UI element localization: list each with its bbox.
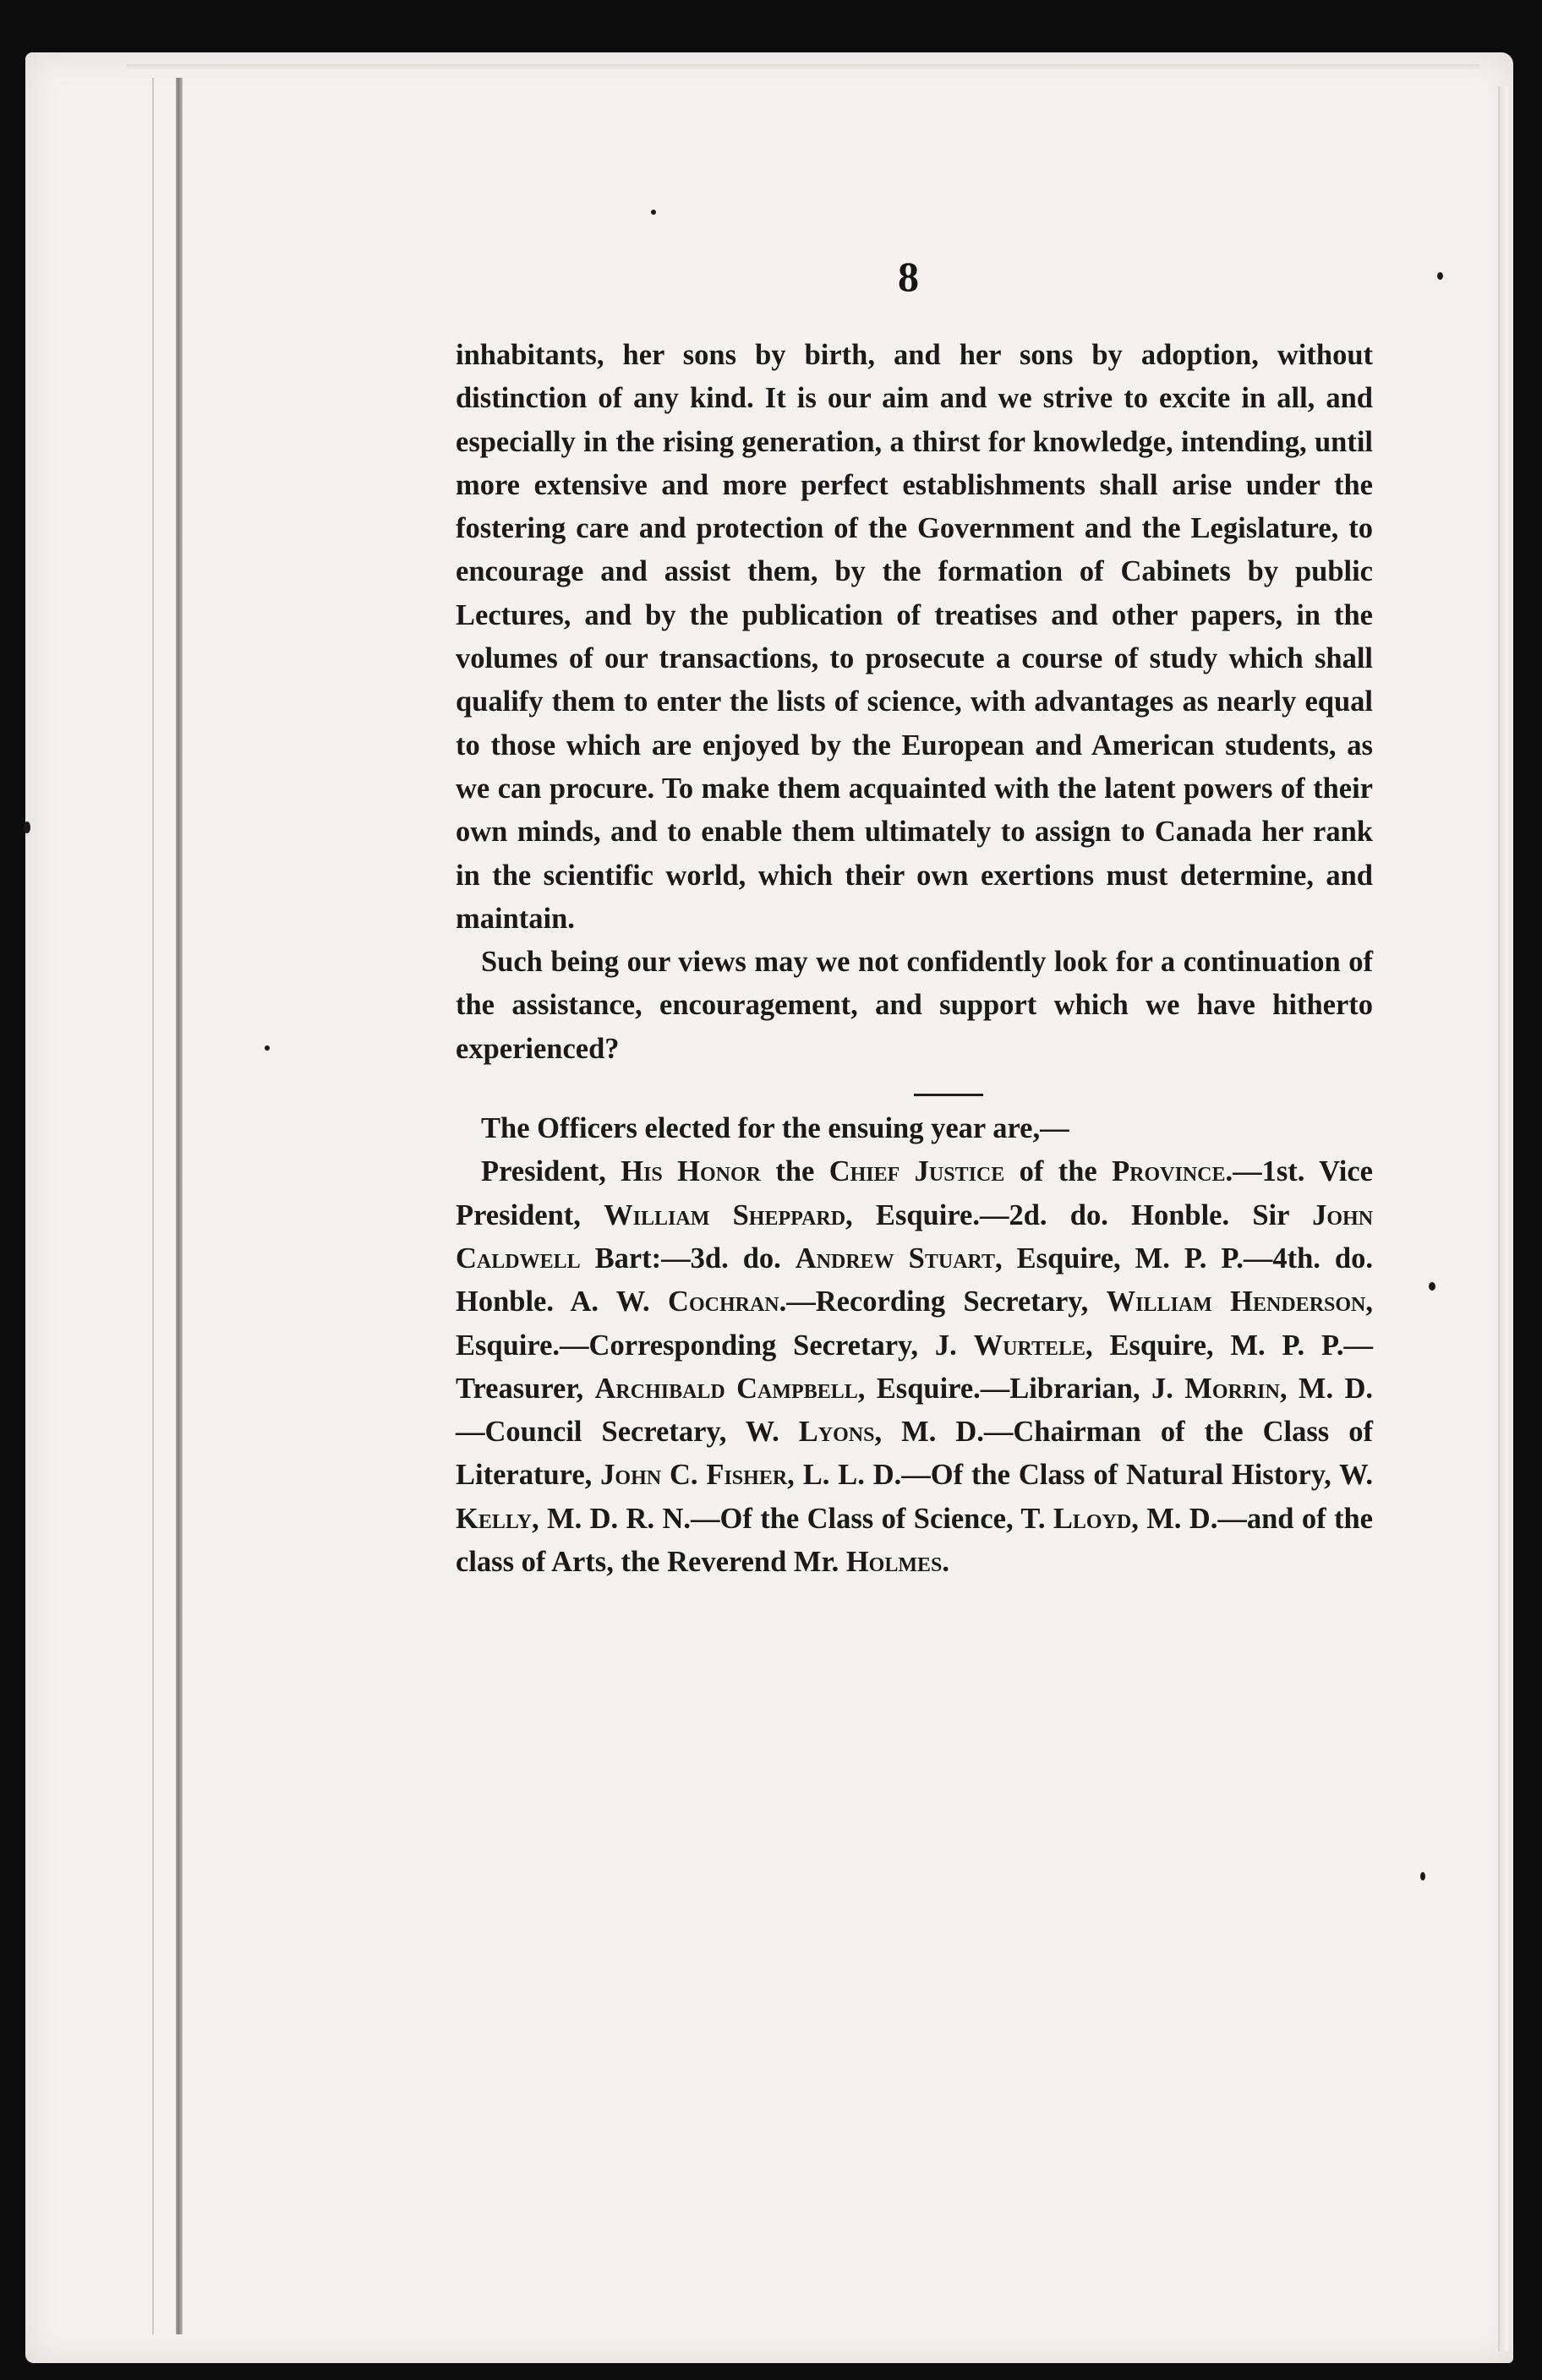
binding-rule <box>176 78 183 2334</box>
officer-name: Archibald Campbell <box>594 1372 858 1405</box>
officers-list: President, His Honor the Chief Justice of the Province.—1st. Vice President, William Sheppard, Esquire.—2d. do. Honble. Sir John Caldwell Bart:—3d. do. Andrew Stuart, Esquire, M. P. P.—4th. do. Honble. A. W. Cochran.—Recording Secretary, William Henderson, Esquire.—Corresponding Secretary, J. Wurtele, Esquire, M. P. P.—Treasurer, Archibald Campbell, Esquire.—Librarian, J. Morrin, M. D.—Council Secretary, W. Lyons, M. D.—Chairman of the Class of Literature, John C. Fisher, L. L. D.—Of the Class of Natural History, W. Kelly, M. D. R. N.—Of the Class of Science, T. Lloyd, M. D.—and of the class of Arts, the Reverend Mr. Holmes. <box>456 1155 1374 1579</box>
officer-name: Holmes <box>845 1546 943 1579</box>
officer-name: His Honor <box>621 1155 761 1188</box>
officer-name: Lloyd <box>1053 1502 1132 1535</box>
officer-name: Wurtele <box>973 1329 1086 1362</box>
section-divider <box>914 1094 983 1096</box>
page-top-edge <box>127 64 1479 71</box>
officers-intro: The Officers elected for the ensuing year are,— <box>481 1112 1069 1145</box>
officer-name: Kelly <box>456 1502 532 1535</box>
officer-name: Morrin <box>1184 1372 1280 1405</box>
officer-name: Province. <box>1112 1155 1233 1188</box>
officer-name: Andrew Stuart <box>795 1242 996 1275</box>
officer-name: John Caldwell <box>456 1198 1374 1275</box>
binding-guide-line <box>152 78 154 2334</box>
body-paragraph: inhabitants, her sons by birth, and her sons by adoption, without distinction of any kind. It is our aim and we strive to excite in all, and especially in the rising generation, a thirst for knowledge, intending, until more extensive and more perfect establishments shall arise under the fostering care and protection of the Government and the Legislature, to encourage and assist them, by the formation of Cabinets by public Lectures, and by the publication of treatises and other papers, in the volumes of our transactions, to prosecute a course of study which shall qualify them to enter the lists of science, with advantages as nearly equal to those which are enjoyed by the European and American students, as we can procure. To make them acquainted with the latent powers of their own minds, and to enable them ultimately to assign to Canada her rank in the scientific world, which their own exertions must determine, and maintain. <box>456 339 1373 935</box>
page-number: 8 <box>898 253 919 300</box>
officer-name: Chief Justice <box>828 1155 1005 1188</box>
page-right-edge <box>1498 86 1508 2351</box>
officer-name: John C. Fisher <box>600 1459 788 1492</box>
officer-name: Cochran. <box>668 1286 787 1318</box>
officer-name: William Henderson <box>1106 1286 1366 1318</box>
body-paragraph: Such being our views may we not confidently look for a continuation of the assistance, encouragement, and support which we have hitherto experienced? <box>456 946 1373 1065</box>
officer-name: Lyons <box>798 1416 875 1449</box>
officer-name: William Sheppard <box>604 1198 846 1231</box>
page-body <box>456 334 1373 1584</box>
